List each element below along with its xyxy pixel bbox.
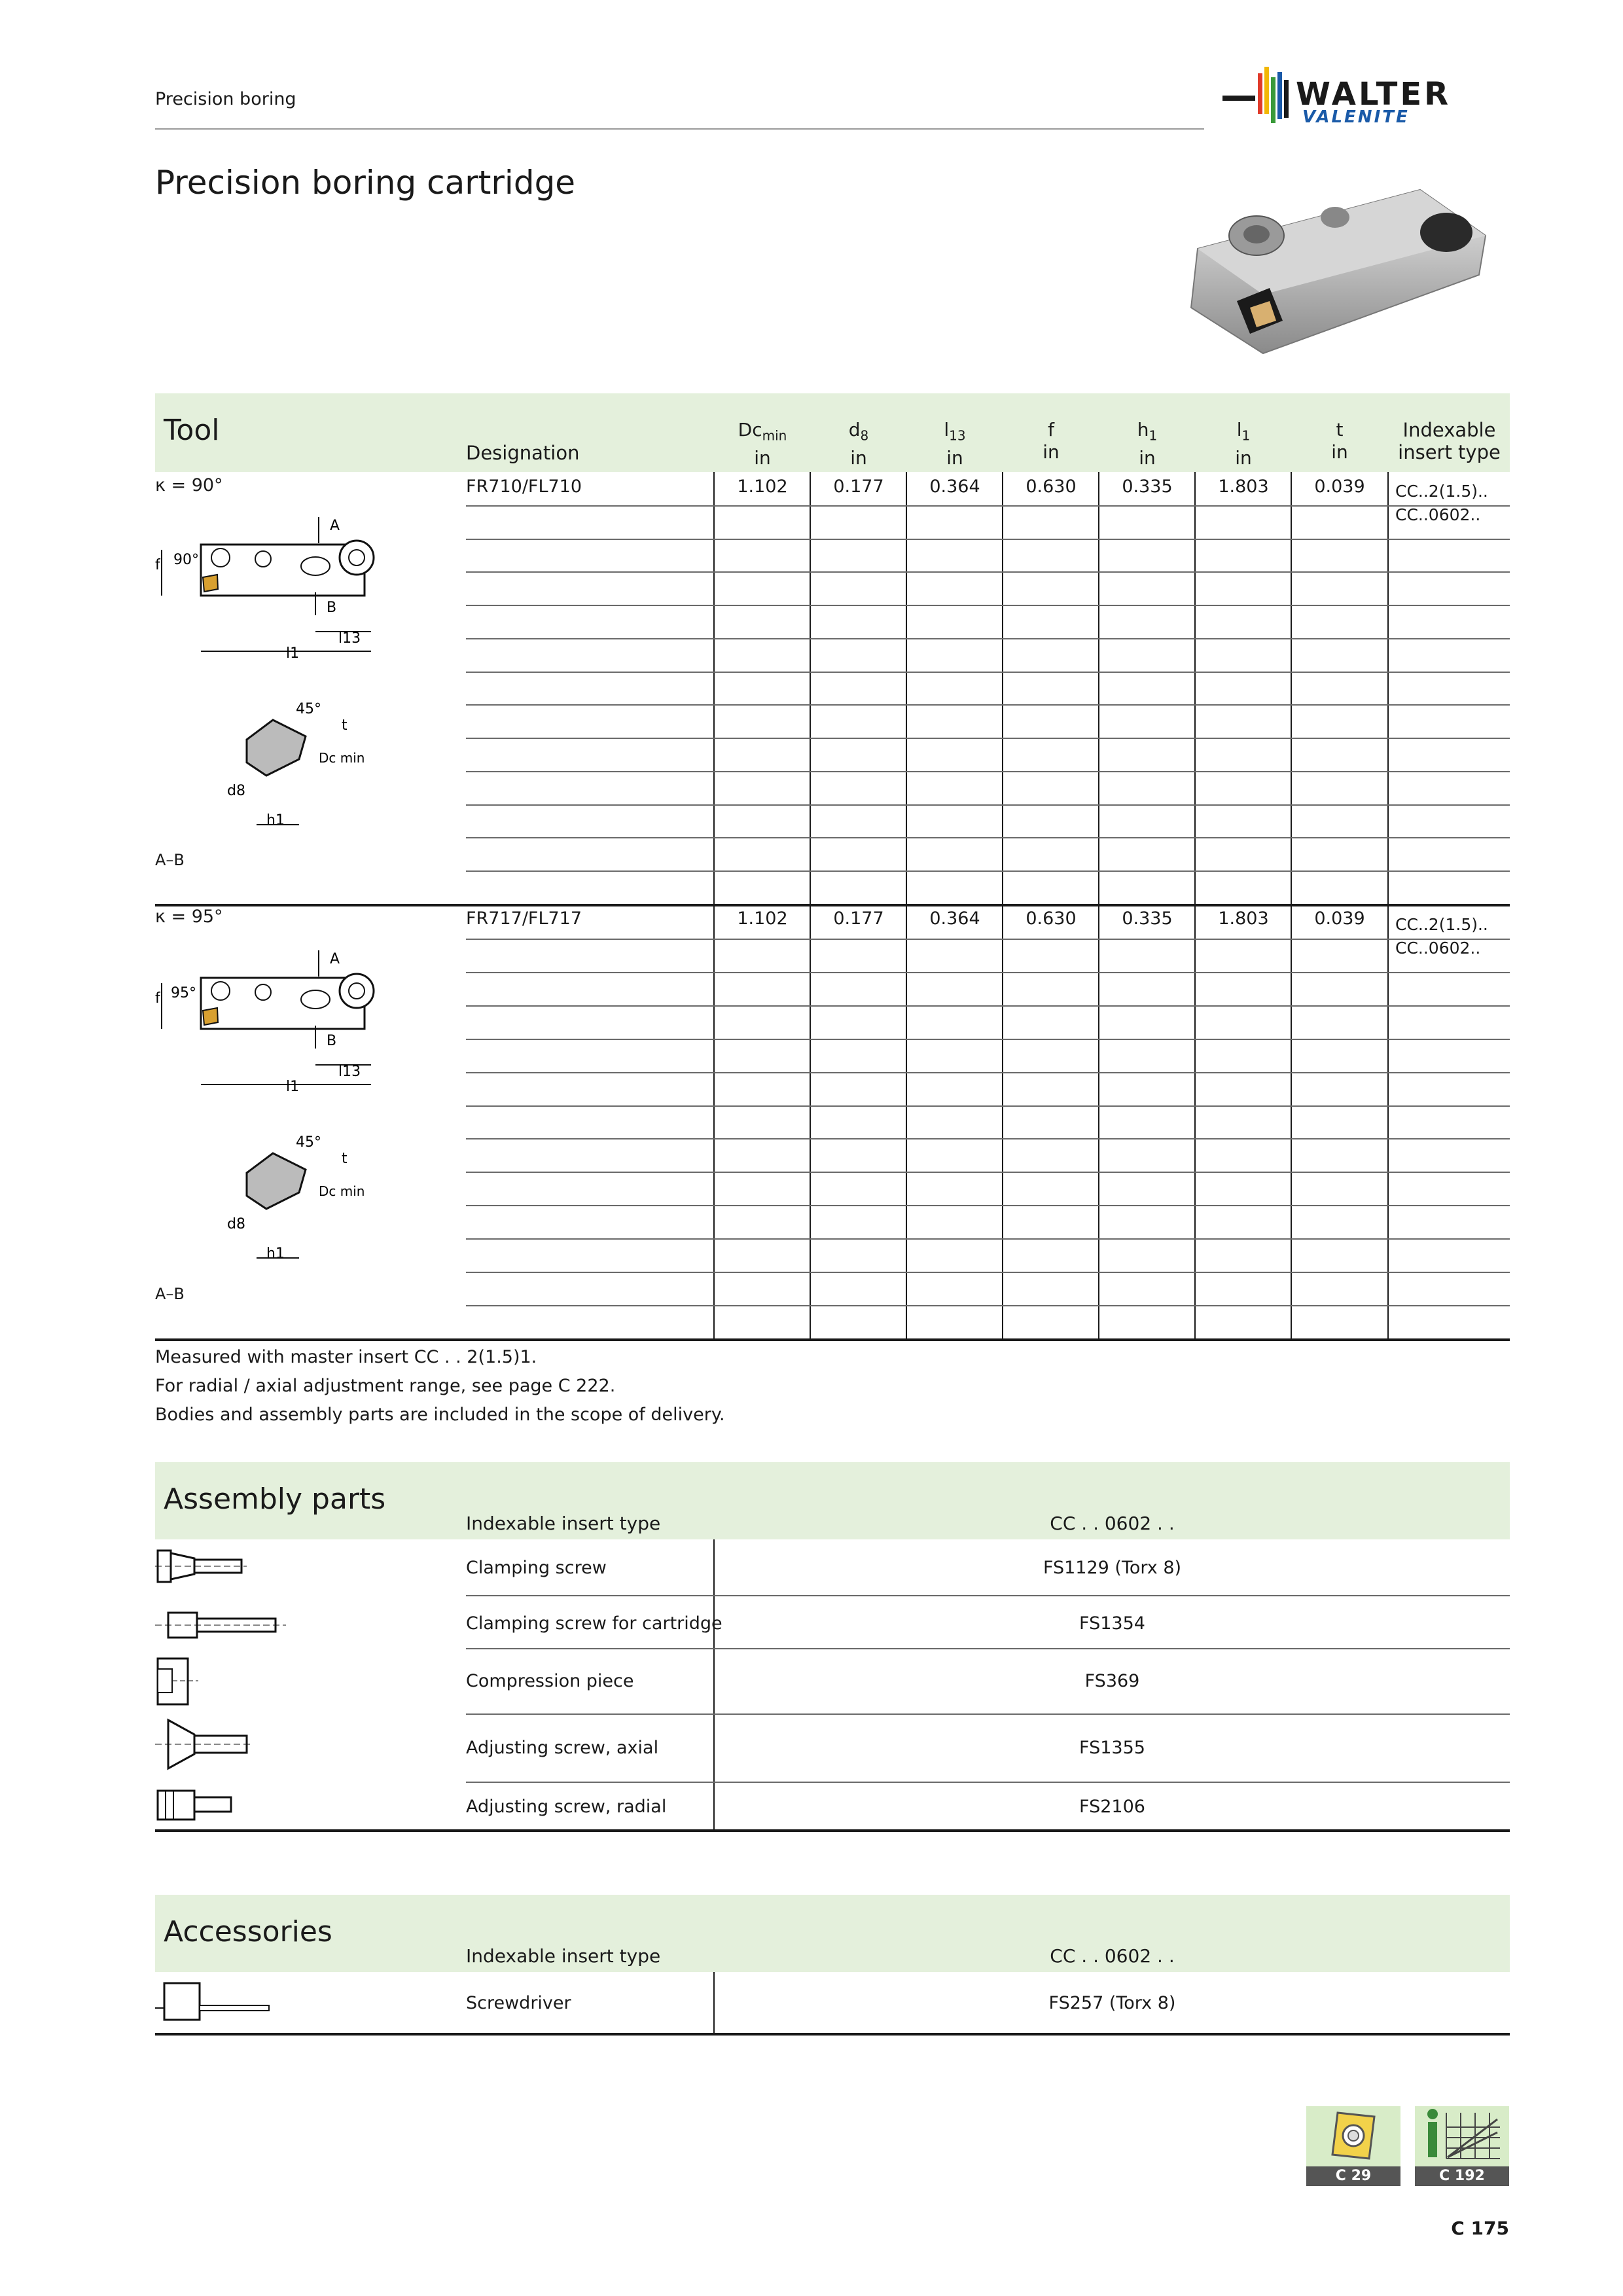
svg-text:l13: l13 xyxy=(338,1064,361,1080)
tool-drawing-95 xyxy=(155,937,430,1278)
row2-insert1: CC..2(1.5).. xyxy=(1395,915,1488,934)
logo-walter: WALTER xyxy=(1296,76,1452,113)
table-row-rule xyxy=(466,605,1510,606)
table-column-rule xyxy=(1098,472,1099,904)
table-row-rule xyxy=(466,638,1510,639)
table-column-rule xyxy=(713,905,715,1338)
table-column-rule xyxy=(1098,905,1099,1338)
svg-text:l1: l1 xyxy=(286,1079,300,1095)
assembly-item-part: FS1354 xyxy=(1079,1613,1145,1634)
table-row-rule xyxy=(466,571,1510,573)
col-h1: $h_1$ in xyxy=(1137,419,1158,469)
page-number: C 175 xyxy=(1451,2217,1509,2239)
logo-valenite: VALENITE xyxy=(1302,107,1410,127)
tool-drawing-90 xyxy=(155,504,430,844)
table-row-rule xyxy=(466,1205,1510,1206)
table-column-rule xyxy=(1194,472,1196,904)
table-row-rule xyxy=(466,1005,1510,1007)
table-column-rule xyxy=(1194,905,1196,1338)
assembly-item-name: Clamping screw for cartridge xyxy=(466,1613,722,1634)
table-row-rule xyxy=(466,1105,1510,1107)
row2-h1: 0.335 xyxy=(1122,908,1173,929)
tool-band-title: Tool xyxy=(164,414,220,447)
table-row-rule xyxy=(466,870,1510,872)
kappa-90: κ = 90° xyxy=(155,475,223,495)
section-label: Precision boring xyxy=(155,89,296,109)
col-l13: $l_{13}$ in xyxy=(944,419,966,469)
assembly-rule xyxy=(466,1782,1510,1783)
ref-info-bg xyxy=(1415,2106,1509,2166)
ref-insert-link[interactable] xyxy=(1306,2106,1400,2187)
table-row-rule xyxy=(466,505,1510,507)
col-designation: Designation xyxy=(466,442,580,464)
table-block-rule xyxy=(155,904,1510,906)
svg-text:l13: l13 xyxy=(338,630,361,647)
assembly-bottom-rule xyxy=(155,1829,1510,1832)
note-2: For radial / axial adjustment range, see page C 222. xyxy=(155,1376,616,1396)
note-1: Measured with master insert CC . . 2(1.5)1. xyxy=(155,1347,537,1367)
assembly-rule xyxy=(466,1648,1510,1649)
compression-piece-icon xyxy=(155,1656,201,1710)
assembly-item-part: FS1129 (Torx 8) xyxy=(1043,1558,1182,1578)
table-column-rule xyxy=(810,905,811,1338)
table-column-rule xyxy=(1387,472,1389,904)
walter-valenite-logo xyxy=(1217,58,1492,130)
info-chart-icon xyxy=(1415,2106,1509,2166)
table-row-rule xyxy=(466,1238,1510,1240)
table-row-rule xyxy=(466,738,1510,739)
screwdriver-icon xyxy=(155,1978,273,2024)
table-row-rule xyxy=(466,804,1510,806)
accessory-item-part: FS257 (Torx 8) xyxy=(1048,1993,1176,2013)
ref-info-label: C 192 xyxy=(1415,2166,1509,2186)
axial-adjusting-screw-icon xyxy=(155,1717,253,1771)
row1-insert2: CC..0602.. xyxy=(1395,505,1481,524)
page-title: Precision boring cartridge xyxy=(155,164,576,202)
col-l1: $l_1$ in xyxy=(1235,419,1252,469)
svg-text:B: B xyxy=(327,1033,337,1049)
assembly-item-name: Adjusting screw, axial xyxy=(466,1738,659,1758)
col-insert-type: Indexable insert type xyxy=(1398,419,1501,463)
table-column-rule xyxy=(906,472,907,904)
accessory-item-name: Screwdriver xyxy=(466,1993,571,2013)
table-row-rule xyxy=(466,939,1510,940)
table-row-rule xyxy=(466,1138,1510,1139)
svg-text:d8: d8 xyxy=(227,1216,245,1232)
svg-text:d8: d8 xyxy=(227,783,245,799)
ref-insert-bg xyxy=(1306,2106,1400,2166)
row1-l13: 0.364 xyxy=(929,476,980,497)
accessories-col-value: CC . . 0602 . . xyxy=(1050,1945,1175,1967)
svg-text:t: t xyxy=(342,717,348,734)
svg-text:A: A xyxy=(330,518,340,534)
table-row-rule xyxy=(466,1272,1510,1273)
assembly-rule xyxy=(466,1713,1510,1715)
assembly-col-label: Indexable insert type xyxy=(466,1513,661,1534)
section-label-ab-1: A–B xyxy=(155,851,185,869)
accessories-col-label: Indexable insert type xyxy=(466,1945,661,1967)
cartridge-screw-icon xyxy=(155,1609,286,1641)
table-row-rule xyxy=(466,1072,1510,1073)
table-row-rule xyxy=(466,1305,1510,1306)
header-rule xyxy=(155,128,1204,130)
tool-drawing-95-icon xyxy=(155,937,430,1278)
svg-text:45°: 45° xyxy=(296,1134,321,1151)
col-t: t in xyxy=(1331,419,1348,463)
designation-fr710: FR710/FL710 xyxy=(466,476,582,497)
svg-text:h1: h1 xyxy=(266,1246,285,1262)
svg-text:f: f xyxy=(155,557,160,573)
table-row-rule xyxy=(466,837,1510,838)
table-column-rule xyxy=(810,472,811,904)
svg-text:h1: h1 xyxy=(266,812,285,829)
table-row-rule xyxy=(466,704,1510,706)
radial-adjusting-screw-icon xyxy=(155,1785,240,1825)
svg-text:Dc min: Dc min xyxy=(319,750,365,766)
assembly-item-part: FS1355 xyxy=(1079,1738,1145,1758)
table-row-rule xyxy=(466,972,1510,973)
table-row-rule xyxy=(466,539,1510,540)
cartridge-photo xyxy=(1171,164,1499,380)
table-row-rule xyxy=(466,1172,1510,1173)
row1-l1: 1.803 xyxy=(1218,476,1269,497)
table-bottom-rule xyxy=(155,1338,1510,1341)
table-column-rule xyxy=(1002,472,1003,904)
cartridge-image-icon xyxy=(1171,164,1499,380)
ref-info-link[interactable] xyxy=(1415,2106,1509,2187)
table-column-rule xyxy=(1291,472,1292,904)
table-column-rule xyxy=(1387,905,1389,1338)
assembly-rule xyxy=(466,1595,1510,1596)
row1-insert1: CC..2(1.5).. xyxy=(1395,482,1488,501)
col-d8: $d_8$ in xyxy=(848,419,869,469)
assembly-item-name: Adjusting screw, radial xyxy=(466,1797,667,1817)
accessories-bottom-rule xyxy=(155,2033,1510,2036)
ref-insert-label: C 29 xyxy=(1306,2166,1400,2186)
table-column-rule xyxy=(713,472,715,904)
row2-d8: 0.177 xyxy=(833,908,884,929)
accessories-band-title: Accessories xyxy=(164,1915,332,1948)
tool-drawing-90-icon xyxy=(155,504,430,844)
assembly-item-part: FS2106 xyxy=(1079,1797,1145,1817)
row2-l13: 0.364 xyxy=(929,908,980,929)
col-f: f in xyxy=(1043,419,1060,463)
designation-fr717: FR717/FL717 xyxy=(466,908,582,929)
row1-h1: 0.335 xyxy=(1122,476,1173,497)
clamping-screw-icon xyxy=(155,1547,247,1586)
section-label-ab-2: A–B xyxy=(155,1285,185,1303)
svg-text:f: f xyxy=(155,990,160,1007)
row2-l1: 1.803 xyxy=(1218,908,1269,929)
svg-text:t: t xyxy=(342,1151,348,1167)
assembly-item-name: Compression piece xyxy=(466,1671,634,1691)
table-row-rule xyxy=(466,1039,1510,1040)
table-column-rule xyxy=(906,905,907,1338)
assembly-band-title: Assembly parts xyxy=(164,1482,386,1516)
table-row-rule xyxy=(466,672,1510,673)
svg-text:Dc min: Dc min xyxy=(319,1183,365,1199)
assembly-item-part: FS369 xyxy=(1084,1671,1140,1691)
row2-f: 0.630 xyxy=(1026,908,1077,929)
svg-text:l1: l1 xyxy=(286,645,300,662)
svg-text:A: A xyxy=(330,951,340,967)
kappa-95: κ = 95° xyxy=(155,906,223,927)
col-dcmin: $Dc_{min}$ in xyxy=(738,419,787,469)
svg-text:90°: 90° xyxy=(173,552,199,568)
svg-text:B: B xyxy=(327,600,337,616)
row1-d8: 0.177 xyxy=(833,476,884,497)
svg-text:45°: 45° xyxy=(296,701,321,717)
row2-t: 0.039 xyxy=(1314,908,1365,929)
row2-dcmin: 1.102 xyxy=(737,908,788,929)
assembly-col-value: CC . . 0602 . . xyxy=(1050,1513,1175,1534)
table-column-rule xyxy=(1291,905,1292,1338)
row1-t: 0.039 xyxy=(1314,476,1365,497)
row2-insert2: CC..0602.. xyxy=(1395,939,1481,958)
table-column-rule xyxy=(1002,905,1003,1338)
table-row-rule xyxy=(466,771,1510,772)
svg-text:95°: 95° xyxy=(171,985,196,1001)
note-3: Bodies and assembly parts are included in the scope of delivery. xyxy=(155,1405,725,1425)
row1-dcmin: 1.102 xyxy=(737,476,788,497)
insert-icon xyxy=(1306,2106,1400,2166)
assembly-item-name: Clamping screw xyxy=(466,1558,607,1578)
row1-f: 0.630 xyxy=(1026,476,1077,497)
